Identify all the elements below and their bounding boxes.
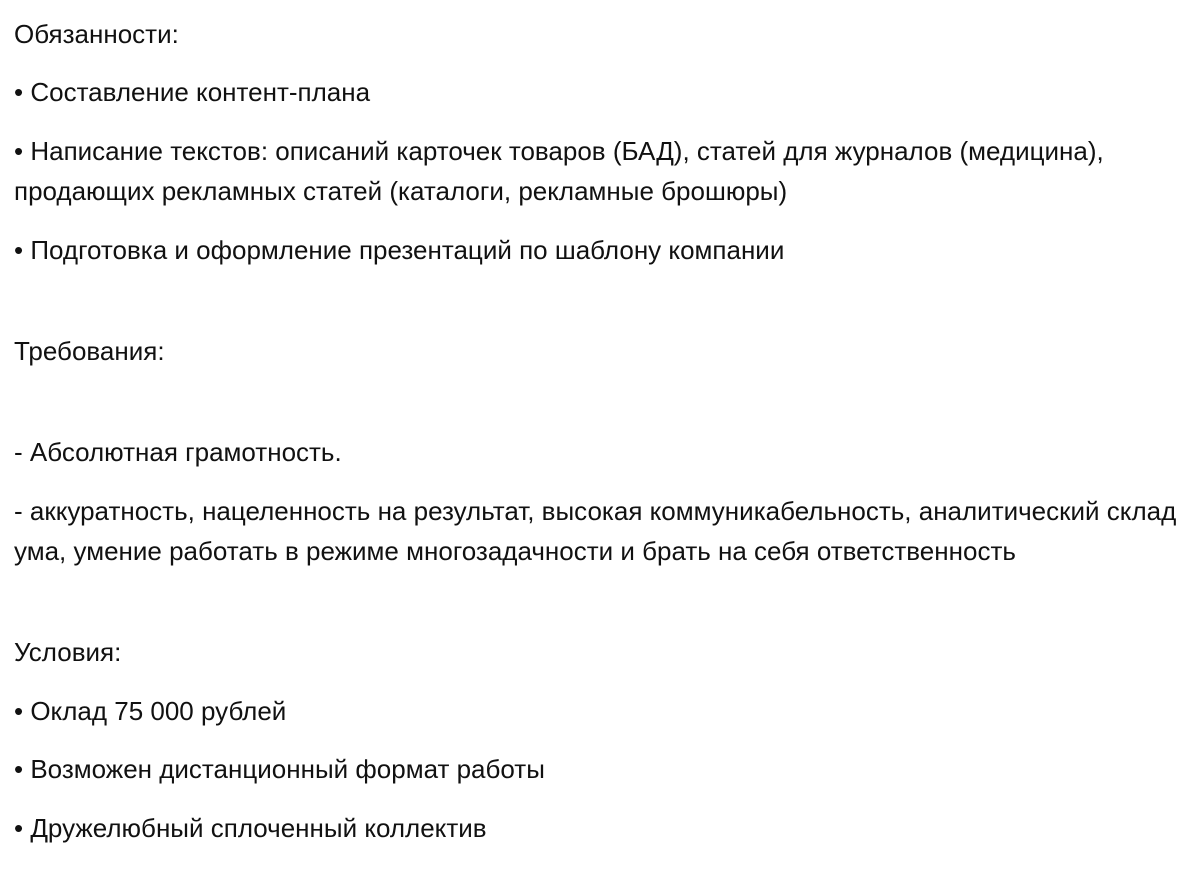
requirement-item: - аккуратность, нацеленность на результат, высокая коммуникабельность, аналитический склад ума, умение работать в режиме многозадачности и брать на себя ответственность [14,496,1177,566]
condition-item: • Оклад 75 000 рублей [14,696,287,726]
duties-heading: Обязанности: [14,19,179,49]
requirement-item: - Абсолютная грамотность. [14,437,342,467]
duty-item: • Подготовка и оформление презентаций по шаблону компании [14,235,785,265]
conditions-heading: Условия: [14,637,122,667]
duty-item: • Составление контент-плана [14,77,371,107]
requirements-heading: Требования: [14,336,165,366]
condition-item: • Дружелюбный сплоченный коллектив [14,813,487,843]
condition-item: • Возможен дистанционный формат работы [14,754,545,784]
duty-item: • Написание текстов: описаний карточек товаров (БАД), статей для журналов (медицина), продающих рекламных статей (каталоги, рекламные брошюры) [14,136,1104,206]
